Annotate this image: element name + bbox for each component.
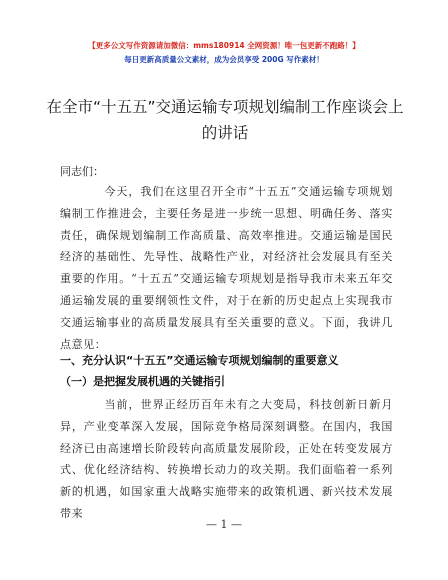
page-number: — 1 — xyxy=(206,518,242,531)
salutation: 同志们： xyxy=(60,165,104,178)
document-title: 在全市“十五五”交通运输专项规划编制工作座谈会上的讲话 xyxy=(46,98,404,142)
subsection-heading-1: （一）是把握发展机遇的关键指引 xyxy=(60,375,225,388)
section-heading-1: 一、充分认识“十五五”交通运输专项规划编制的重要意义 xyxy=(60,354,339,367)
promo-banner-line-2: 每日更新高质量公文素材，成为会员享受 200G 写作素材！ xyxy=(124,55,324,64)
paragraph-intro xyxy=(60,181,393,355)
paragraph-opportunity xyxy=(60,394,393,525)
paragraph-opportunity-text: 当前，世界正经历百年未有之大变局，科技创新日新月异，产业变革深入发展，国际竞争格局深刻调整。在国内，我国经济已由高速增长阶段转向高质量发展阶段，正处在转变发展方式、优化经济结构、转换增长动力的攻关期。我们面临着一系列新的机遇，如国家重大战略实施带来的政策机遇、新兴技术发展带来 xyxy=(60,398,393,520)
paragraph-intro-text: 今天，我们在这里召开全市“十五五”交通运输专项规划编制工作推进会，主要任务是进一步统一思想、明确任务、落实责任，确保规划编制工作高质量、高效率推进。交通运输是国民经济的基础性、先导性、战略性产业，对经济社会发展具有至关重要的作用。“十五五”交通运输专项规划是指导我市未来五年交通运输发展的重要纲领性文件，对于在新的历史起点上实现我市交通运输事业的高质量发展具有至关重要的意义。下面，我讲几点意见： xyxy=(60,185,393,351)
promo-banner-line-1: 【更多公文写作资源请加微信：mms180914 全网资源！唯一包更新不跑路！】 xyxy=(88,41,360,50)
